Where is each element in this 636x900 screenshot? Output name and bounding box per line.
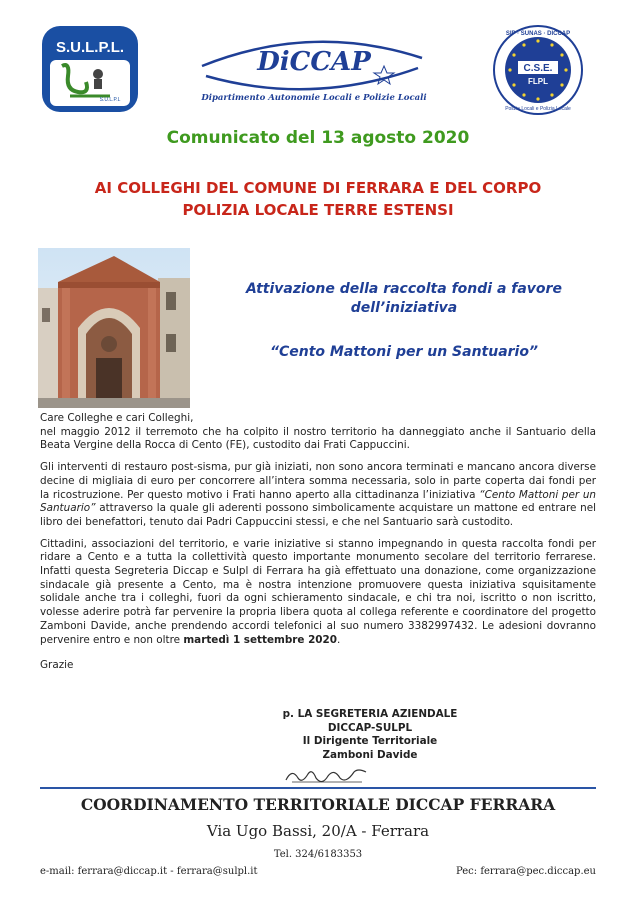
- cse-logo: [492, 24, 584, 116]
- sulpl-logo: [40, 24, 140, 114]
- addressee-line-2: POLIZIA LOCALE TERRE ESTENSI: [182, 201, 454, 219]
- footer-divider: [40, 787, 596, 789]
- paragraph-2-text-a: Gli interventi di restauro post-sisma, pur già iniziati, non sono ancora terminati e mancano ancora diverse decine di migliaia di euro per concorrere all’intera somma necessaria, solo in parte coperta dai fondi per la ricostruzione. Per questo motivo i Frati hanno aperto alla cittadinanza l’iniziativa: [40, 461, 596, 501]
- footer-organization: COORDINAMENTO TERRITORIALE DICCAP FERRARA: [80, 795, 556, 814]
- paragraph-2: [40, 461, 596, 530]
- headline-initiative: “Cento Mattoni per un Santuario”: [269, 344, 538, 360]
- cse-logo-main: C.S.E.: [523, 63, 553, 74]
- signature-line-4: Zamboni Davide: [322, 748, 418, 761]
- footer-pec: Pec: ferrara@pec.diccap.eu: [455, 866, 596, 877]
- diccap-logo-text: DiCCAP: [257, 47, 371, 77]
- thanks: Grazie: [40, 659, 74, 672]
- paragraph-3-text: Cittadini, associazioni del territorio, e varie iniziative si stanno impegnando in questa raccolta fondi per ridare a Cento e a tutta la collettività questo importante monumento secolare del territorio ferrarese. Infatti questa Segreteria Diccap e Sulpl di Ferrara ha già effettuato una donazione, come organizzazione sindacale già presente a Cento, ma è nostra intenzione promuovere questa iniziativa squisitamente solidale anche tra i colleghi, fuori da ogni schieramento sindacale, e chi tra noi, iscritto o non iscritto, volesse aderire potrà far pervenire la propria libera quota al collega referente e coordinatore del progetto Zamboni Davide, anche prendendo accordi telefonici al suo numero 3382997432. Le adesioni dovranno pervenire entro e non oltre: [40, 537, 596, 646]
- date-title: Comunicato del 13 agosto 2020: [166, 128, 470, 148]
- signature-line-3: Il Dirigente Territoriale: [302, 735, 438, 747]
- signature-block: [150, 708, 590, 762]
- footer-telephone: Tel. 324/6183353: [273, 849, 363, 860]
- footer-address: Via Ugo Bassi, 20/A - Ferrara: [206, 822, 430, 840]
- deadline-date: martedì 1 settembre 2020: [183, 633, 337, 646]
- sanctuary-photo: [38, 248, 190, 408]
- paragraph-2-text-b: attraverso la quale gli aderenti possono simbolicamente acquistare un mattone ed entrare nel libro dei benefattori, tenuto dai Padri Cappuccini stessi, e che nel Santuario sarà custodito.: [40, 502, 596, 528]
- paragraph-3-end: .: [337, 633, 341, 646]
- initiative-name: “Cento Mattoni per un Santuario”: [40, 488, 596, 515]
- letter-body: [40, 412, 596, 673]
- sulpl-logo-text: S.U.L.P.L.: [55, 39, 125, 56]
- greeting: Care Colleghe e cari Colleghi,: [40, 412, 194, 424]
- cse-logo-sub: FLPL: [528, 77, 548, 86]
- cse-logo-ring: Polizie Locali e Polizia Locale: [505, 106, 571, 112]
- headline-line-2: dell’iniziativa: [350, 300, 458, 316]
- signature-line-1: p. LA SEGRETERIA AZIENDALE: [282, 708, 458, 720]
- handwritten-signature: [282, 764, 372, 786]
- diccap-logo-subtitle: Dipartimento Autonomie Locali e Polizie Locali: [201, 93, 427, 103]
- addressee-line-1: AI COLLEGHI DEL COMUNE DI FERRARA E DEL CORPO: [94, 179, 542, 197]
- headline-line-1: Attivazione della raccolta fondi a favore: [246, 281, 562, 297]
- addressee-title: [60, 177, 576, 221]
- footer-email: e-mail: ferrara@diccap.it - ferrara@sulpl.it: [40, 866, 258, 877]
- diccap-logo: [192, 28, 442, 108]
- cse-logo-top: SIP · SUNAS · DICCAP: [505, 31, 571, 37]
- paragraph-3: [40, 538, 596, 648]
- sulpl-logo-subtext: S.U.L.P.L: [99, 97, 121, 103]
- signature-line-2: DICCAP-SULPL: [327, 721, 413, 734]
- paragraph-1: nel maggio 2012 il terremoto che ha colpito il nostro territorio ha danneggiato anche il Santuario della Beata Vergine della Rocca di Cento (FE), custodito dai Frati Cappuccini.: [40, 425, 596, 452]
- headline: [212, 280, 596, 318]
